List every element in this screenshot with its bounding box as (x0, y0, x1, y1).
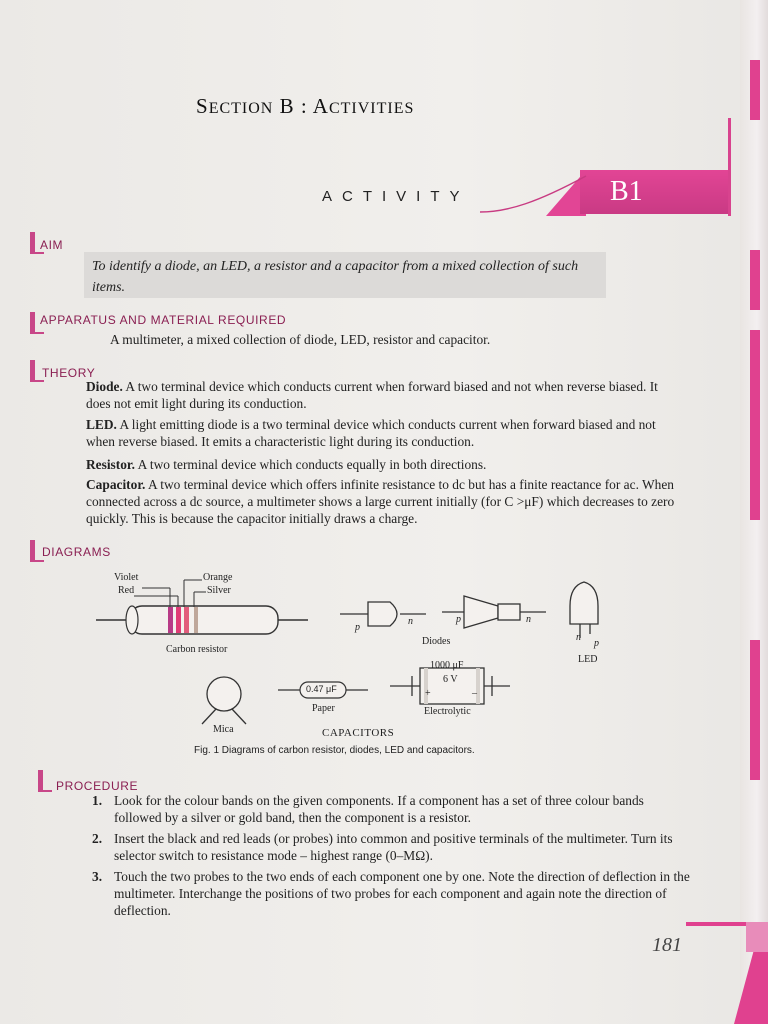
edge-mark (750, 640, 760, 780)
definition: A light emitting diode is a two terminal device which conducts current when forward biased and not when reverse biased. It emits a characteristic light during its conduction. (86, 417, 656, 449)
apparatus-text: A multimeter, a mixed collection of diode, LED, resistor and capacitor. (110, 332, 491, 347)
label-p: p (594, 638, 599, 649)
section-marker (30, 232, 35, 254)
procedure-step (92, 830, 692, 864)
mica-capacitor-drawing (202, 677, 246, 724)
label-n: n (408, 616, 413, 627)
activity-code: B1 (610, 176, 643, 207)
edge-mark (750, 60, 760, 120)
theory-led (86, 416, 680, 450)
label-p: p (355, 622, 360, 633)
page-number: 181 (652, 934, 682, 956)
label-carbon-resistor: Carbon resistor (166, 644, 228, 655)
apparatus-heading: APPARATUS AND MATERIAL REQUIRED (40, 313, 287, 327)
corner-decoration (686, 922, 768, 1024)
term: Capacitor. (86, 477, 146, 492)
label-p: p (456, 614, 461, 625)
edge-mark (750, 250, 760, 310)
diode-drawing (340, 602, 426, 626)
step-number: 3. (92, 869, 103, 884)
banner-swoosh (478, 172, 588, 216)
activity-label: ACTIVITY (322, 188, 470, 205)
label-n: n (576, 632, 581, 643)
led-drawing (570, 582, 598, 638)
label-electrolytic: Electrolytic (424, 706, 471, 717)
section-marker (30, 540, 35, 562)
step-number: 1. (92, 793, 103, 808)
section-marker (30, 312, 35, 334)
theory-heading: THEORY (42, 366, 96, 380)
title-part: A (312, 94, 329, 118)
step-text: Touch the two probes to the two ends of each component one by one. Note the direction of deflection in the multimeter. Interchange the positions of two probes for each component and again note the direction of deflection. (114, 869, 690, 918)
label-mica: Mica (213, 724, 234, 735)
title-part: ECTION (208, 100, 274, 117)
diagrams-heading: DIAGRAMS (42, 545, 111, 559)
term: Resistor. (86, 457, 135, 472)
label-elec-value: 1000 μF (430, 660, 464, 671)
term: Diode. (86, 379, 123, 394)
section-marker (38, 770, 43, 792)
badge-line (728, 118, 731, 216)
procedure-step (92, 792, 692, 826)
label-red: Red (118, 585, 135, 596)
procedure-step (92, 868, 692, 919)
title-part: CTIVITIES (328, 100, 415, 117)
definition: A two terminal device which conducts equally in both directions. (134, 457, 487, 472)
procedure-list (92, 792, 692, 923)
label-capacitors: CAPACITORS (322, 727, 395, 739)
section-marker (30, 360, 35, 382)
label-silver: Silver (207, 585, 231, 596)
procedure-heading: PROCEDURE (56, 779, 139, 793)
activity-badge (580, 170, 730, 214)
label-plus: + (425, 688, 431, 699)
step-number: 2. (92, 831, 103, 846)
definition: A two terminal device which offers infinite resistance to dc but has a finite reactance for ac. When connected across a dc source, a multimeter shows a large current initially (for C >μF) which decreases to zero quickly. This is because the capacitor initially draws a charge. (86, 477, 675, 526)
theory-capacitor (86, 476, 680, 527)
title-part: B : (273, 94, 313, 118)
title-part: S (196, 94, 209, 118)
figure-caption: Fig. 1 Diagrams of carbon resistor, diodes, LED and capacitors. (194, 745, 475, 756)
label-elec-volt: 6 V (443, 674, 458, 685)
label-paper: Paper (312, 703, 335, 714)
definition: A two terminal device which conducts current when forward biased and not when reverse biased. It does not emit light during its conduction. (86, 379, 658, 411)
label-minus: – (472, 688, 477, 699)
theory-diode (86, 378, 680, 412)
label-diodes: Diodes (422, 636, 451, 647)
section-title (196, 94, 414, 119)
term: LED. (86, 417, 117, 432)
label-n: n (526, 614, 531, 625)
theory-resistor (86, 456, 680, 473)
aim-text: To identify a diode, an LED, a resistor and a capacitor from a mixed collection of such items. (92, 259, 579, 295)
label-orange: Orange (203, 572, 233, 583)
aim-heading: AIM (40, 238, 64, 252)
label-led: LED (578, 654, 598, 665)
label-paper-value: 0.47 μF (306, 684, 337, 694)
step-text: Insert the black and red leads (or probes) into common and positive terminals of the multimeter. Turn its selector switch to resistance mode – highest range (0–MΩ). (114, 831, 673, 863)
step-text: Look for the colour bands on the given components. If a component has a set of three colour bands followed by a silver or gold band, then the component is a resistor. (114, 793, 644, 825)
label-violet: Violet (114, 572, 139, 583)
edge-mark (750, 330, 760, 520)
